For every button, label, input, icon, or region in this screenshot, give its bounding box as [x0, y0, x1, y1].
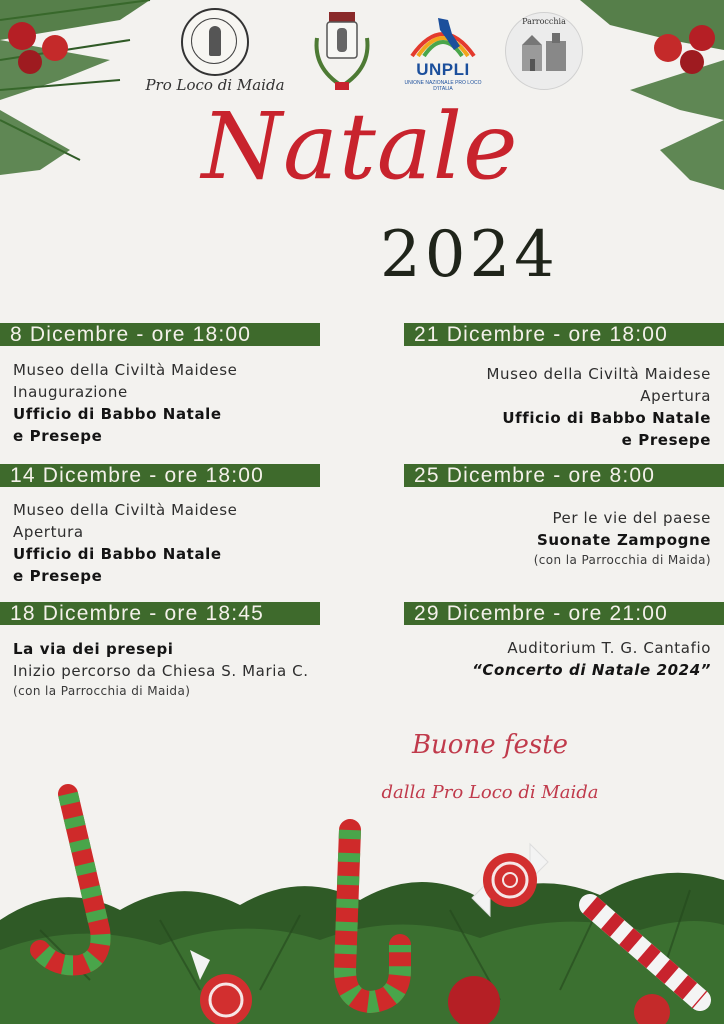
red-ornament-icon: [8, 22, 36, 50]
event-venue: Museo della Civiltà Maidese: [13, 361, 238, 379]
italy-rainbow-icon: [404, 12, 482, 60]
parish-logo: [505, 12, 583, 90]
event-title: Ufficio di Babbo Natale: [502, 409, 711, 427]
event-details: [13, 359, 373, 447]
red-ornament-icon: [42, 35, 68, 61]
event-note: (con la Parrocchia di Maida): [533, 553, 711, 567]
event-details: [13, 499, 373, 587]
bottom-garland-decoration: [0, 780, 724, 1024]
event-details: [380, 363, 711, 451]
proloco-seal-logo: [181, 8, 249, 76]
event-date-banner: 18 Dicembre - ore 18:45: [0, 602, 320, 625]
proloco-name-text: Pro Loco di Maida: [145, 76, 285, 94]
event-title: Ufficio di Babbo Natale: [13, 545, 222, 563]
event-title: Ufficio di Babbo Natale: [13, 405, 222, 423]
red-ornament-icon: [689, 25, 715, 51]
unpli-label: UNPLI: [416, 60, 470, 79]
event-venue: Inizio percorso da Chiesa S. Maria C.: [13, 662, 309, 680]
municipal-crest-logo: [305, 8, 379, 96]
unpli-logo: [404, 12, 482, 94]
event-note: (con la Parrocchia di Maida): [13, 684, 191, 698]
event-title: “Concerto di Natale 2024”: [472, 661, 711, 679]
event-venue: Museo della Civiltà Maidese: [13, 501, 238, 519]
event-date-banner: 14 Dicembre - ore 18:00: [0, 464, 320, 487]
red-ornament-icon: [654, 34, 682, 62]
event-action: Apertura: [640, 387, 711, 405]
title-natale: Natale: [201, 93, 519, 200]
greeting-line-2: dalla Pro Loco di Maida: [381, 782, 599, 803]
red-ornament-icon: [680, 50, 704, 74]
unpli-subtitle: UNIONE NAZIONALE PRO LOCO D'ITALIA: [404, 80, 482, 92]
parish-label: Parrocchia: [522, 17, 566, 26]
event-venue: Auditorium T. G. Cantafio: [507, 639, 711, 657]
event-details: [380, 507, 711, 569]
greeting-line-1: Buone feste: [411, 730, 569, 760]
event-details: [380, 637, 711, 681]
event-date-banner: 8 Dicembre - ore 18:00: [0, 323, 320, 346]
event-date-banner: 25 Dicembre - ore 8:00: [404, 464, 724, 487]
event-action: Apertura: [13, 523, 84, 541]
event-title: Suonate Zampogne: [536, 531, 711, 549]
event-title: e Presepe: [13, 427, 103, 445]
event-title: e Presepe: [621, 431, 711, 449]
event-date-banner: 29 Dicembre - ore 21:00: [404, 602, 724, 625]
event-details: [13, 638, 373, 700]
event-title: e Presepe: [13, 567, 103, 585]
event-action: Inaugurazione: [13, 383, 128, 401]
red-ornament-icon: [18, 50, 42, 74]
church-icon: [518, 31, 570, 73]
event-date-banner: 21 Dicembre - ore 18:00: [404, 323, 724, 346]
title-year: 2024: [380, 218, 559, 292]
pine-ornaments-top-right-decoration: [570, 0, 724, 190]
event-title: La via dei presepi: [13, 640, 174, 658]
event-venue: Per le vie del paese: [552, 509, 711, 527]
event-venue: Museo della Civiltà Maidese: [486, 365, 711, 383]
